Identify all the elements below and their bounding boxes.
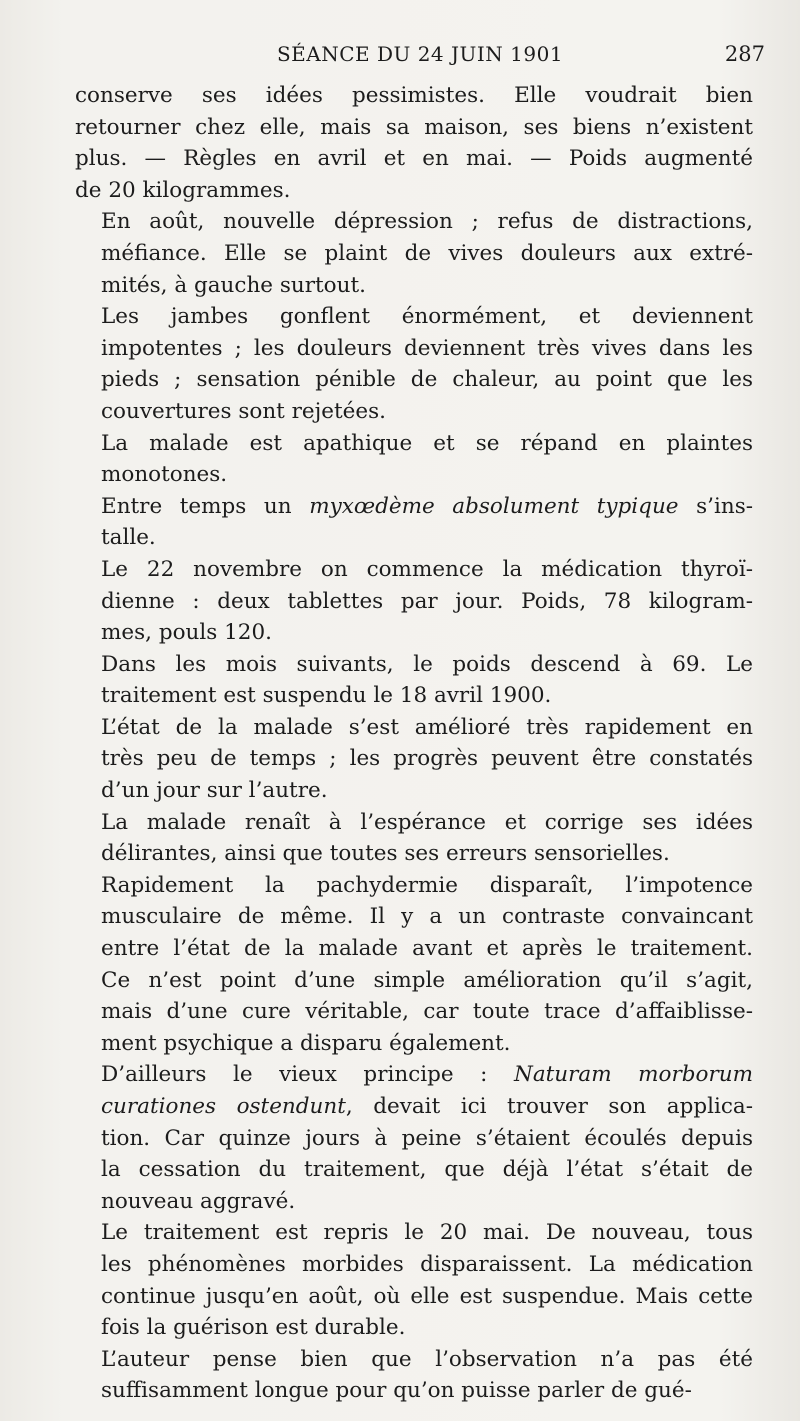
text-line: retourner chez elle, mais sa maison, ses biens n’existent — [75, 114, 753, 140]
paragraph — [75, 649, 753, 712]
text-line: En août, nouvelle dépression ; refus de distractions, — [101, 209, 753, 235]
text-line — [75, 491, 753, 523]
text-line: La malade est apathique et se répand en plaintes — [101, 430, 753, 456]
text-line: entre l’état de la malade avant et après le traitement. — [101, 936, 753, 962]
text-segment: D’ailleurs le vieux principe : — [101, 1062, 514, 1088]
italic-phrase: myxœdème absolument typique — [309, 493, 679, 519]
text-segment: tion. Car quinze jours à peine s’étaient écoulés depuis — [101, 1125, 753, 1151]
text-line — [75, 1154, 753, 1186]
text-line: impotentes ; les douleurs deviennent très vives dans les — [101, 335, 753, 361]
text-line: Rapidement la pachydermie disparaît, l’impotence — [101, 872, 753, 898]
text-line: de 20 kilogrammes. — [75, 177, 291, 203]
text-segment: Entre temps un — [101, 493, 310, 519]
text-line: plus. — Règles en avril et en mai. — Poids augmenté — [75, 146, 753, 172]
text-line: traitement est suspendu le 18 avril 1900. — [101, 683, 552, 709]
paragraph — [75, 80, 753, 206]
paragraph — [75, 206, 753, 301]
text-line: délirantes, ainsi que toutes ses erreurs sensorielles. — [101, 841, 670, 867]
italic-phrase: curationes ostendunt — [101, 1094, 346, 1119]
text-line: d’un jour sur l’autre. — [101, 778, 328, 804]
text-segment: s’ins- — [678, 493, 753, 519]
text-segment: , devait ici trouver son applica- — [345, 1094, 754, 1119]
text-line: méfiance. Elle se plaint de vives douleurs aux extré- — [101, 240, 753, 266]
text-line — [75, 1091, 753, 1123]
text-line: Le 22 novembre on commence la médication thyroï- — [101, 556, 753, 582]
text-line — [75, 522, 753, 554]
text-line: mités, à gauche surtout. — [101, 272, 366, 298]
paragraph — [75, 807, 753, 870]
text-line: musculaire de même. Il y a un contraste convaincant — [101, 904, 753, 930]
text-line: L’auteur pense bien que l’observation n’a pas été — [101, 1346, 753, 1372]
text-segment: la cessation du traitement, que déjà l’état s’était de — [101, 1157, 753, 1183]
paragraph — [75, 712, 753, 807]
text-line — [75, 1059, 753, 1091]
paragraph — [75, 428, 753, 491]
text-line: mes, pouls 120. — [101, 620, 272, 646]
text-line: La malade renaît à l’espérance et corrige ses idées — [101, 809, 753, 835]
text-line: Dans les mois suivants, le poids descend à 69. Le — [101, 651, 753, 677]
body-text — [75, 80, 753, 1407]
text-segment: nouveau aggravé. — [101, 1188, 296, 1214]
text-line: L’état de la malade s’est amélioré très rapidement en — [101, 714, 753, 740]
paragraph — [75, 301, 753, 427]
text-line: Le traitement est repris le 20 mai. De nouveau, tous — [101, 1220, 753, 1246]
paragraph — [75, 1217, 753, 1343]
text-line — [75, 1123, 753, 1155]
running-head: SÉANCE DU 24 JUIN 1901 — [276, 42, 564, 66]
text-line: les phénomènes morbides disparaissent. La médication — [101, 1251, 753, 1277]
paragraph — [75, 1344, 753, 1407]
text-line — [75, 1186, 753, 1218]
text-segment: talle. — [101, 525, 156, 551]
text-line: suffisamment longue pour qu’on puisse parler de gué- — [101, 1378, 692, 1404]
text-line: pieds ; sensation pénible de chaleur, au point que les — [101, 367, 753, 393]
page-header — [75, 38, 765, 74]
text-line: dienne : deux tablettes par jour. Poids, 78 kilogram- — [101, 588, 753, 614]
italic-phrase: Naturam morborum — [514, 1062, 753, 1088]
text-line: très peu de temps ; les progrès peuvent être constatés — [101, 746, 753, 772]
text-line: continue jusqu’en août, où elle est suspendue. Mais cette — [101, 1283, 753, 1309]
text-line: Les jambes gonflent énormément, et deviennent — [101, 304, 753, 330]
paragraph — [75, 491, 753, 554]
paragraph — [75, 870, 753, 1060]
text-line: fois la guérison est durable. — [101, 1315, 406, 1341]
paragraph — [75, 1059, 753, 1217]
text-line: conserve ses idées pessimistes. Elle voudrait bien — [75, 83, 753, 108]
text-line: mais d’une cure véritable, car toute trace d’affaiblisse- — [101, 999, 753, 1025]
text-line: couvertures sont rejetées. — [101, 398, 386, 424]
page-number: 287 — [724, 42, 765, 66]
text-line: ment psychique a disparu également. — [101, 1030, 511, 1056]
text-line: monotones. — [101, 462, 228, 488]
text-line: Ce n’est point d’une simple amélioration qu’il s’agit, — [101, 967, 753, 993]
paragraph — [75, 554, 753, 649]
